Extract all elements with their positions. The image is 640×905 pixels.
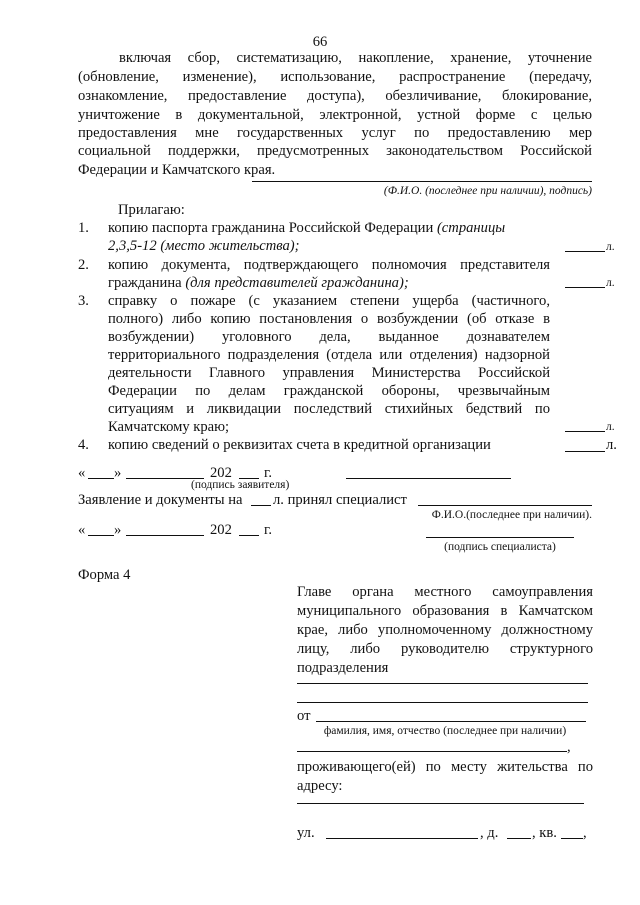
- item-line: полного) либо копию постановления о возбуждении (об отказе в: [108, 311, 550, 327]
- street-blank[interactable]: [326, 838, 478, 839]
- consent-line: ознакомление, предоставление доступа), обезличивание, блокирование,: [78, 88, 592, 104]
- consent-line: Федерации и Камчатского края.: [78, 162, 276, 178]
- consent-line: включая сбор, систематизацию, накопление, хранение, уточнение: [119, 50, 592, 66]
- house-label: , д.: [480, 825, 499, 841]
- attachments-heading: Прилагаю:: [118, 202, 185, 218]
- addressee-blank-line[interactable]: [297, 702, 588, 703]
- applicant-caption: (подпись заявителя): [191, 479, 290, 491]
- item-line: справку о пожаре (с указанием степени ущерба (частичного,: [108, 293, 550, 309]
- item-line: копию паспорта гражданина Российской Федерации (страницы: [108, 220, 506, 236]
- addressee-line: Главе органа местного самоуправления: [297, 584, 593, 600]
- fio-caption: фамилия, имя, отчество (последнее при наличии): [323, 725, 567, 737]
- sheets-blank[interactable]: [565, 451, 605, 452]
- signature-caption: (Ф.И.О. (последнее при наличии), подпись): [383, 185, 592, 197]
- item-number: 3.: [78, 293, 89, 309]
- consent-line: социальной поддержки, предусмотренных законодательством Российской: [78, 143, 592, 159]
- item-line: ситуациям и ликвидации последствий стихийных бедствий по: [108, 401, 550, 417]
- year-suffix: г.: [264, 522, 272, 538]
- specialist-fio-line[interactable]: [418, 505, 592, 506]
- item-line: деятельности Главного управления Министерства Российской: [108, 365, 550, 381]
- item-line: копию документа, подтверждающего полномочия представителя: [108, 257, 550, 273]
- sheets-blank[interactable]: [565, 287, 605, 288]
- addressee-line: крае, либо уполномоченному должностному: [297, 622, 593, 638]
- sheets-label: л.: [606, 421, 615, 433]
- sheets-blank[interactable]: [565, 251, 605, 252]
- applicant-fio-line-2[interactable]: [297, 751, 567, 752]
- item-line: копию сведений о реквизитах счета в кредитной организации: [108, 437, 491, 453]
- item-number: 2.: [78, 257, 89, 273]
- day-blank[interactable]: [88, 535, 114, 536]
- month-blank[interactable]: [126, 535, 204, 536]
- quote-close: »: [114, 522, 122, 538]
- from-label: от: [297, 708, 311, 724]
- item-number: 1.: [78, 220, 89, 236]
- quote-open: «: [78, 522, 86, 538]
- addressee-blank-line[interactable]: [297, 683, 588, 684]
- sheets-label: л.: [606, 277, 615, 289]
- flat-blank[interactable]: [561, 838, 583, 839]
- page-number: 66: [312, 34, 328, 50]
- sheets-blank[interactable]: [565, 431, 605, 432]
- specialist-signature-line[interactable]: [426, 537, 574, 538]
- fio-caption: Ф.И.О.(последнее при наличии).: [431, 509, 592, 521]
- residing-line: проживающего(ей) по месту жительства по: [297, 759, 593, 775]
- received-prefix: Заявление и документы на: [78, 492, 243, 508]
- address-line[interactable]: [297, 803, 584, 804]
- applicant-fio-line[interactable]: [316, 721, 586, 722]
- addressee-line: подразделения: [297, 660, 389, 676]
- item-line: 2,3,5-12 (место жительства);: [108, 238, 300, 254]
- flat-label: , кв.: [532, 825, 557, 841]
- specialist-caption: (подпись специалиста): [444, 541, 556, 553]
- consent-line: (обновление, изменение), использование, распространение (передачу,: [78, 69, 592, 85]
- received-mid: л. принял специалист: [273, 492, 407, 508]
- item-line: Камчатскому краю;: [108, 419, 230, 435]
- sheets-label: л.: [606, 241, 615, 253]
- consent-line: предоставления мне государственных услуг по предоставлению мер: [78, 125, 592, 141]
- item-number: 4.: [78, 437, 89, 453]
- year-blank[interactable]: [239, 535, 259, 536]
- item-line: территориального подразделения (отдела или отделения) надзорной: [108, 347, 550, 363]
- quote-open: «: [78, 465, 86, 481]
- quote-close: »: [114, 465, 122, 481]
- comma: ,: [567, 739, 571, 755]
- addressee-line: муниципального образования в Камчатском: [297, 603, 593, 619]
- sheets-count-blank[interactable]: [251, 505, 271, 506]
- item-line: Федерации по делам гражданской обороны, чрезвычайным: [108, 383, 550, 399]
- item-line: возбуждении) уголовного дела, выданное дознавателем: [108, 329, 550, 345]
- form-label: Форма 4: [78, 567, 131, 583]
- year-prefix: 202: [210, 522, 232, 538]
- addressee-line: лицу, либо руководителю структурного: [297, 641, 593, 657]
- signature-line[interactable]: [252, 181, 592, 182]
- sheets-label: л.: [606, 437, 617, 453]
- year-suffix: г.: [264, 465, 272, 481]
- applicant-signature-line[interactable]: [346, 478, 511, 479]
- consent-line: уничтожение в документальной, электронной, устной форме с целью: [78, 107, 592, 123]
- trailing-comma: ,: [583, 825, 587, 841]
- house-blank[interactable]: [507, 838, 531, 839]
- item-line: гражданина (для представителей гражданина);: [108, 275, 409, 291]
- residing-line: адресу:: [297, 778, 343, 794]
- year-prefix: 202: [210, 465, 232, 481]
- street-label: ул.: [297, 825, 315, 841]
- day-blank[interactable]: [88, 478, 114, 479]
